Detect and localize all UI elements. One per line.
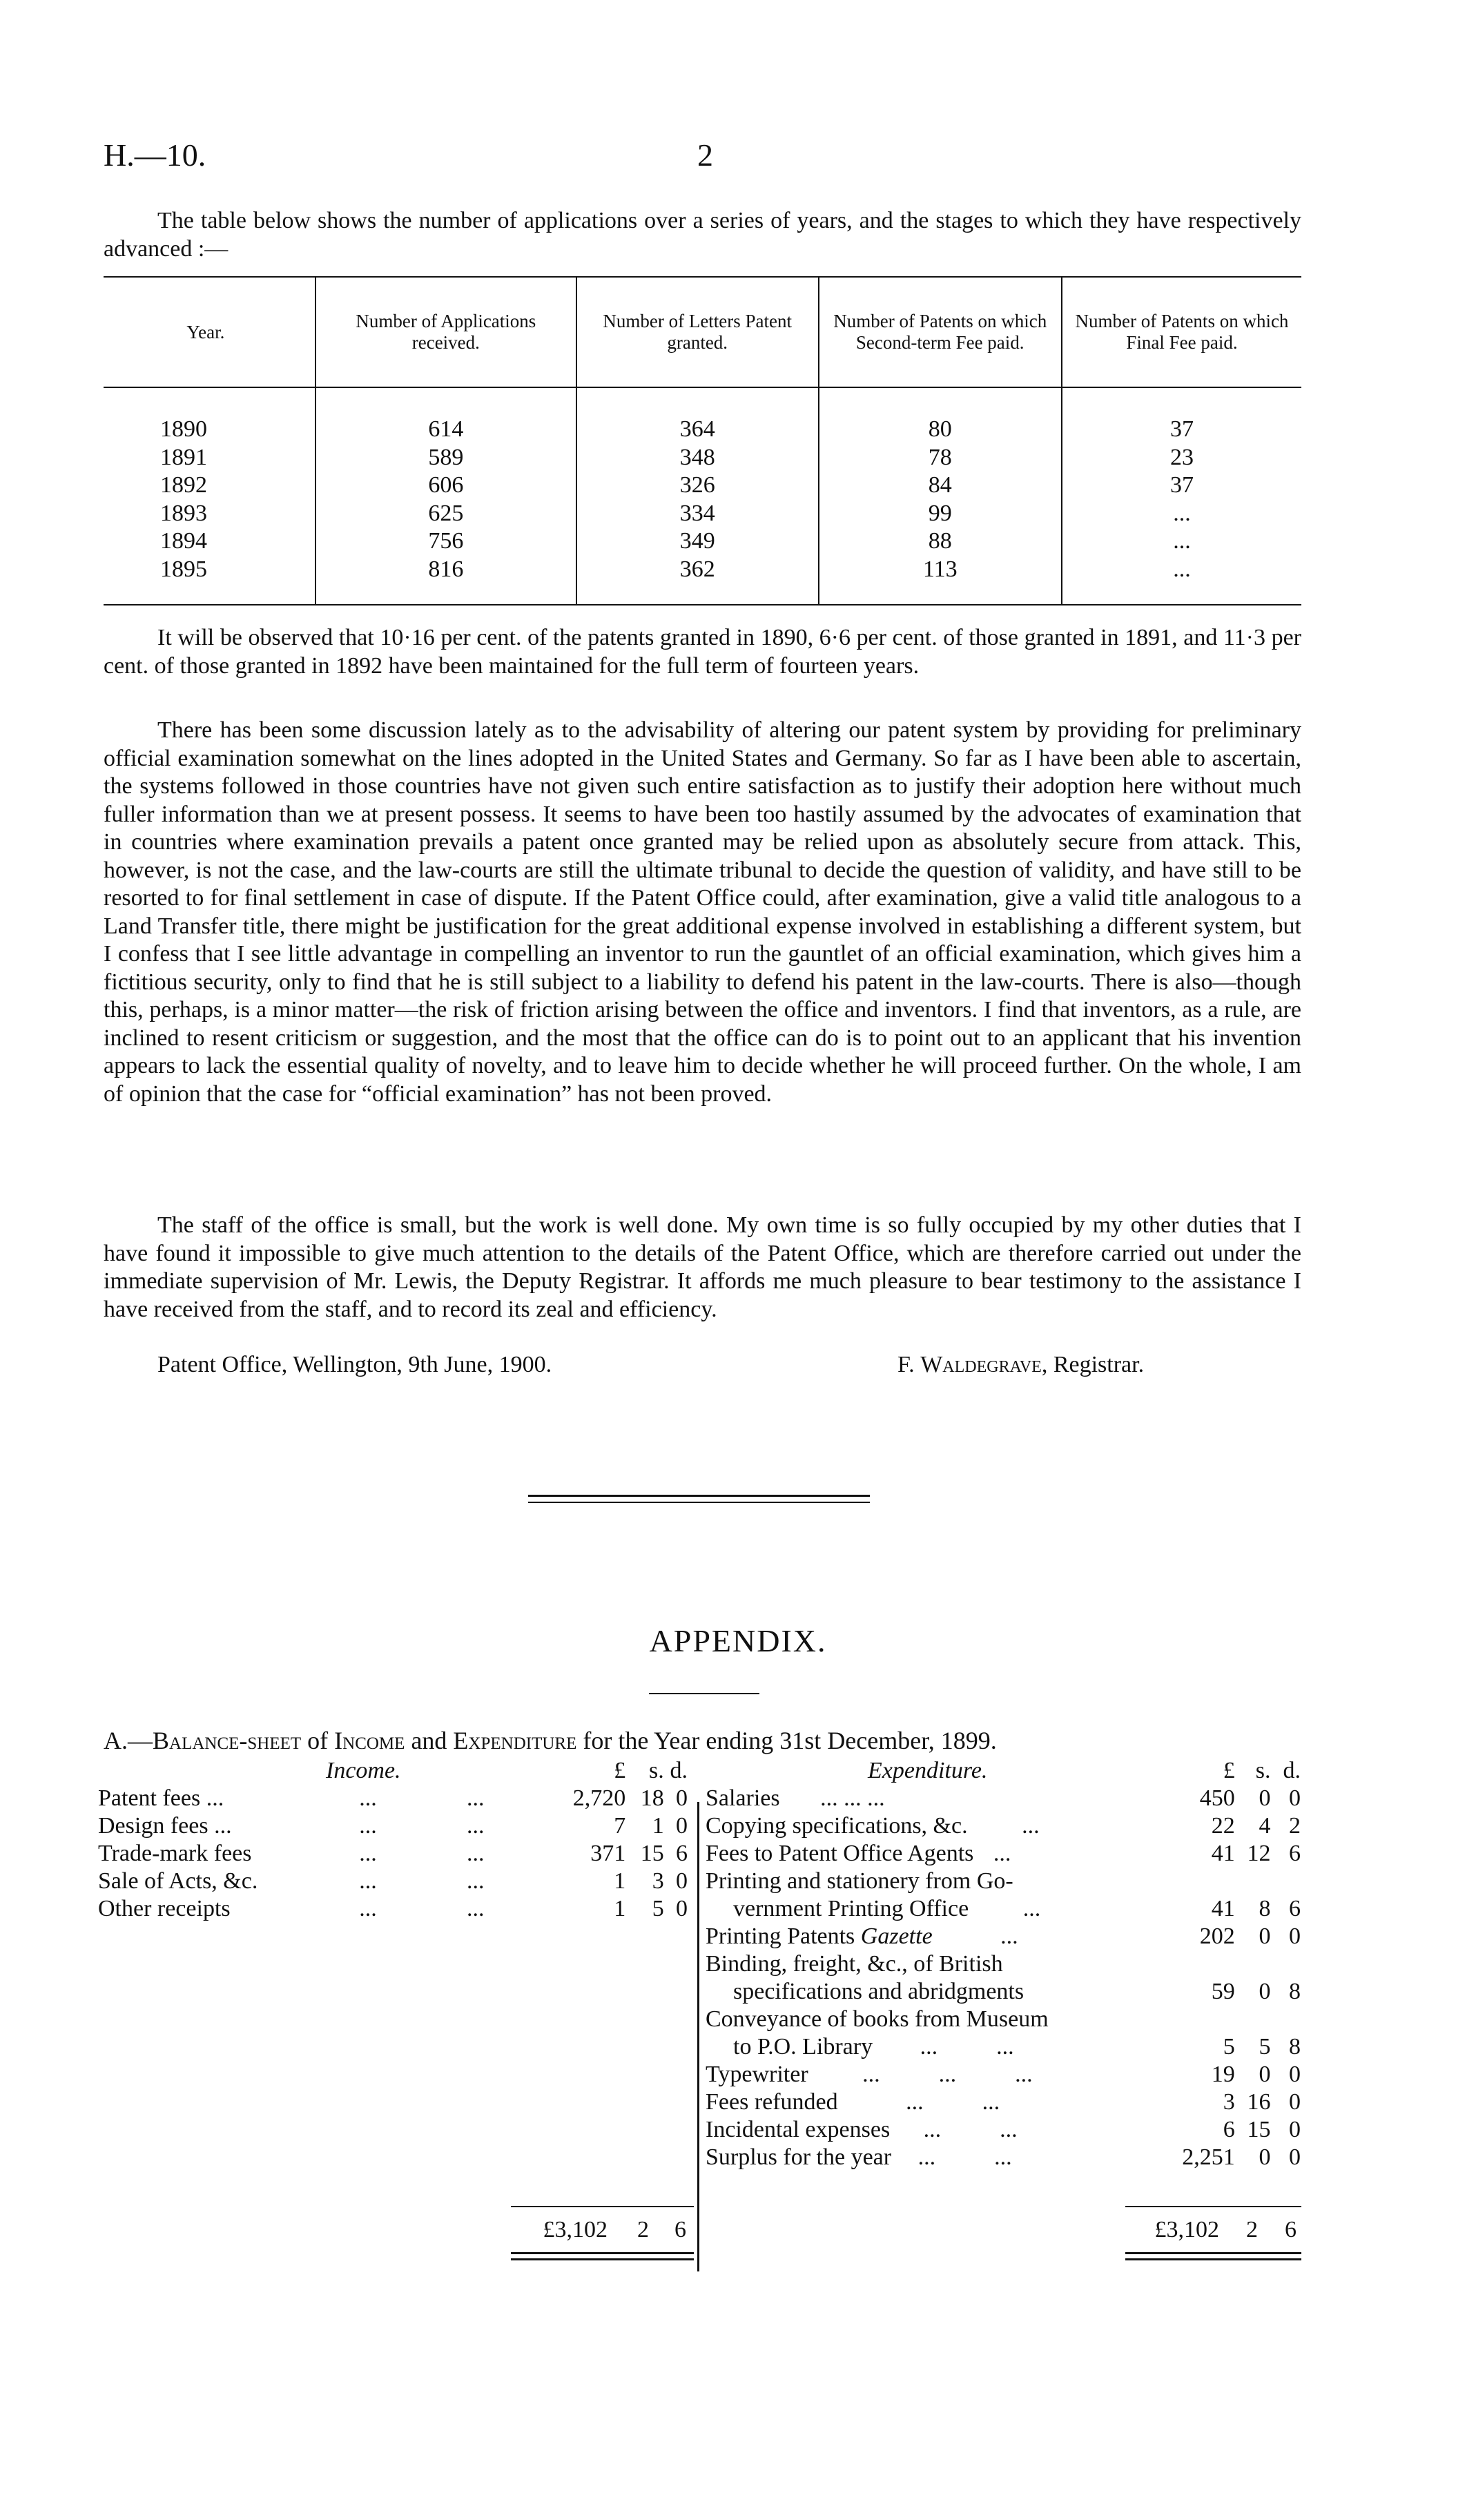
expenditure-pounds: 2,251 — [1182, 2144, 1235, 2170]
cell-final-fee: 23 — [1062, 444, 1301, 472]
document-code: H.—10. — [104, 137, 206, 173]
cell-letters-patent: 349 — [576, 527, 819, 556]
expenditure-row — [706, 1895, 1301, 1923]
expenditure-label-italic: Gazette — [860, 1923, 933, 1949]
expenditure-label: Typewriter — [706, 2062, 808, 2087]
expenditure-label-line2: specifications and abridgments — [733, 1979, 1025, 2004]
cell-final-fee: ... — [1062, 500, 1301, 528]
signature — [897, 1351, 1144, 1379]
income-total-rule-bottom-2 — [511, 2258, 694, 2260]
cell-second-term-fee: 99 — [819, 500, 1062, 528]
cell-second-term-fee: 88 — [819, 527, 1062, 556]
cell-second-term-fee: 80 — [819, 387, 1062, 444]
income-pounds: 1 — [614, 1896, 626, 1921]
pence-header: d. — [670, 1758, 688, 1783]
income-label: Patent fees — [98, 1785, 201, 1811]
expenditure-pence: 8 — [1289, 1979, 1301, 2004]
table-row — [104, 444, 1301, 472]
expenditure-label-line1: Binding, freight, &c., of British — [706, 1951, 1003, 1977]
expenditure-label: Incidental expenses — [706, 2117, 891, 2142]
expenditure-row — [706, 2116, 1301, 2144]
cell-year: 1892 — [160, 472, 207, 498]
expenditure-total-rule-bottom-2 — [1125, 2258, 1301, 2260]
income-table — [98, 1757, 693, 1923]
expenditure-pounds: 202 — [1199, 1923, 1235, 1949]
expenditure-shillings: 5 — [1259, 2034, 1271, 2059]
column-divider — [697, 1802, 699, 2271]
cell-final-fee: 37 — [1062, 387, 1301, 444]
income-row — [98, 1785, 693, 1812]
cell-applications: 606 — [315, 472, 576, 500]
leader-dots: ... ... ... — [862, 2062, 1033, 2087]
expenditure-label: Fees refunded — [706, 2089, 838, 2115]
expenditure-total-rule-top — [1125, 2206, 1301, 2207]
table-row — [104, 387, 1301, 444]
intro-paragraph: The table below shows the number of applications over a series of years, and the stages to which they have respectively advanced :— — [104, 208, 1301, 262]
bs-title-word-expenditure: Expenditure — [453, 1727, 577, 1754]
expenditure-shillings: 15 — [1247, 2117, 1271, 2142]
discussion-paragraph: There has been some discussion lately as to the advisability of altering our patent system by providing for preliminary official examination somewhat on the lines adopted in the United States and Germany. So far as I have been able to ascertain, the systems followed in those countries have not given such entire satisfaction as to justify their adoption here without much fuller information than we at present possess. It seems to have been too hastily assumed by the advocates of examination that in countries where examination prevails a patent once granted may be relied upon as absolutely secure from attack. This, however, is not the case, and the law-courts are still the ultimate tribunal to decide the question of validity, and have still to be resorted to for final settlement in case of dispute. If the Patent Office could, after examination, give a valid title analogous to a Land Transfer title, there might be justification for the great additional expense involved in establishing a different system, but I confess that I see little advantage in compelling an inventor to run the gauntlet of an official examination, which gives him a fictitious security, only to find that he is still subject to a liability to defend his patent in the law-courts. There is also—though this, perhaps, is a minor matter—the risk of friction arising between the office and inventors. I find that inventors, as a rule, are inclined to resent criticism or suggestion, and the most that the office can do is to point out to an applicant that his invention appears to lack the essential quality of novelty, and to leave him to decide whether he will proceed further. On the whole, I am of opinion that the case for “official examination” has not been proved. — [104, 717, 1301, 1107]
column-header-letters-patent: Number of Letters Patent granted. — [576, 277, 819, 387]
expenditure-row — [706, 2061, 1301, 2088]
column-header-applications: Number of Applications received. — [315, 277, 576, 387]
expenditure-row — [706, 1868, 1301, 1895]
expenditure-pence: 0 — [1289, 2144, 1301, 2170]
income-total-shillings: 2 — [637, 2217, 649, 2242]
section-divider-top — [528, 1495, 870, 1497]
expenditure-total-pounds: £3,102 — [1154, 2217, 1219, 2242]
cell-year: 1895 — [104, 556, 315, 605]
column-header-final-fee: Number of Patents on which Final Fee paid. — [1062, 277, 1301, 387]
cell-applications: 625 — [315, 500, 576, 528]
cell-year: 1891 — [160, 444, 207, 470]
expenditure-shillings: 0 — [1259, 1785, 1271, 1811]
leader-dots: ... — [359, 1896, 377, 1921]
leader-dots: ... — [359, 1813, 377, 1839]
expenditure-row — [706, 2006, 1301, 2033]
expenditure-row — [706, 1840, 1301, 1868]
cell-applications: 614 — [315, 387, 576, 444]
expenditure-total — [1128, 2216, 1301, 2244]
cell-applications: 589 — [315, 444, 576, 472]
leader-dots: ... — [993, 1841, 1011, 1866]
income-row — [98, 1840, 693, 1868]
bs-title-and: and — [405, 1727, 454, 1754]
expenditure-pence: 0 — [1289, 1785, 1301, 1811]
expenditure-row — [706, 2144, 1301, 2171]
expenditure-pounds: 5 — [1223, 2034, 1235, 2059]
income-pounds: 1 — [614, 1868, 626, 1894]
income-pence: 6 — [676, 1841, 688, 1866]
income-pence: 0 — [676, 1868, 688, 1894]
expenditure-pence: 0 — [1289, 2062, 1301, 2087]
expenditure-pounds: 41 — [1211, 1841, 1235, 1866]
expenditure-label: Copying specifications, &c. — [706, 1813, 968, 1839]
leader-dots: ... — [359, 1868, 377, 1894]
expenditure-label: Fees to Patent Office Agents — [706, 1841, 974, 1866]
cell-applications: 756 — [315, 527, 576, 556]
income-shillings: 18 — [640, 1785, 664, 1811]
leader-dots: ... ... — [923, 2117, 1018, 2142]
cell-letters-patent: 362 — [576, 556, 819, 605]
expenditure-total-pence: 6 — [1285, 2217, 1297, 2242]
applications-table — [104, 276, 1301, 605]
expenditure-pounds: 59 — [1211, 1979, 1235, 2004]
income-label: Design fees — [98, 1813, 208, 1839]
leader-dots: ... — [214, 1813, 232, 1839]
table-row — [104, 472, 1301, 500]
income-header-row — [98, 1757, 693, 1785]
signature-initial: F. — [897, 1352, 915, 1377]
cell-letters-patent: 348 — [576, 444, 819, 472]
expenditure-pounds: 3 — [1223, 2089, 1235, 2115]
income-heading: Income. — [326, 1758, 401, 1783]
expenditure-row — [706, 2088, 1301, 2116]
expenditure-row — [706, 1785, 1301, 1812]
expenditure-label-line1: Printing and stationery from Go- — [706, 1868, 1013, 1894]
income-pence: 0 — [676, 1896, 688, 1921]
income-pounds: 371 — [590, 1841, 626, 1866]
leader-dots: ... — [359, 1785, 377, 1811]
leader-dots: ... ... ... — [820, 1785, 885, 1811]
leader-dots: ... — [1022, 1813, 1040, 1839]
column-header-second-term-fee: Number of Patents on which Second-term Fee paid. — [819, 277, 1062, 387]
balance-sheet-title — [104, 1726, 997, 1755]
income-total-rule-bottom — [511, 2252, 694, 2254]
cell-final-fee: 37 — [1062, 472, 1301, 500]
bs-title-prefix: A.— — [104, 1727, 153, 1754]
cell-letters-patent: 326 — [576, 472, 819, 500]
expenditure-row — [706, 1812, 1301, 1840]
expenditure-label: Salaries — [706, 1785, 780, 1811]
table-header-row — [104, 277, 1301, 387]
bs-title-word-income: Income — [334, 1727, 405, 1754]
leader-dots: ... — [466, 1813, 485, 1839]
table-row — [104, 556, 1301, 605]
income-pence: 0 — [676, 1813, 688, 1839]
cell-year: 1890 — [160, 416, 207, 442]
leader-dots: ... ... — [920, 2034, 1014, 2059]
income-label: Sale of Acts, &c. — [98, 1868, 258, 1894]
shillings-header: s. — [1255, 1758, 1271, 1783]
income-shillings: 5 — [652, 1896, 664, 1921]
expenditure-label-line1: Conveyance of books from Museum — [706, 2006, 1049, 2032]
expenditure-label: Surplus for the year — [706, 2144, 892, 2170]
leader-dots: ... — [359, 1841, 377, 1866]
income-total — [519, 2216, 693, 2244]
income-row — [98, 1812, 693, 1840]
income-pounds: 2,720 — [572, 1785, 626, 1811]
expenditure-pounds: 19 — [1211, 2062, 1235, 2087]
signature-name: Waldegrave — [920, 1352, 1042, 1377]
bs-title-of: of — [301, 1727, 335, 1754]
expenditure-total-shillings: 2 — [1246, 2217, 1258, 2242]
expenditure-row — [706, 2033, 1301, 2061]
observation-paragraph: It will be observed that 10·16 per cent. of the patents granted in 1890, 6·6 per cent. of those granted in 1891, and 11·3 per cent. of those granted in 1892 have been maintained for the full term of fourteen years. — [104, 625, 1301, 679]
income-total-pence: 6 — [674, 2217, 686, 2242]
income-shillings: 15 — [640, 1841, 664, 1866]
appendix-title: APPENDIX. — [649, 1623, 827, 1658]
pence-header: d. — [1283, 1758, 1301, 1783]
expenditure-pounds: 450 — [1199, 1785, 1235, 1811]
cell-applications: 816 — [315, 556, 576, 605]
expenditure-pounds: 6 — [1223, 2117, 1235, 2142]
pounds-header: £ — [1223, 1758, 1235, 1783]
expenditure-shillings: 0 — [1259, 1979, 1271, 2004]
expenditure-label-line2: to P.O. Library — [733, 2034, 873, 2059]
pounds-header: £ — [614, 1758, 626, 1783]
cell-letters-patent: 364 — [576, 387, 819, 444]
leader-dots: ... — [206, 1785, 224, 1811]
income-label: Other receipts — [98, 1896, 231, 1921]
expenditure-shillings: 0 — [1259, 2144, 1271, 2170]
cell-year: 1893 — [160, 500, 207, 526]
expenditure-shillings: 0 — [1259, 2062, 1271, 2087]
shillings-header: s. — [649, 1758, 664, 1783]
leader-dots: ... — [466, 1896, 485, 1921]
section-divider-bottom — [528, 1502, 870, 1503]
expenditure-row — [706, 1950, 1301, 1978]
income-pounds: 7 — [614, 1813, 626, 1839]
leader-dots: ... — [1022, 1896, 1041, 1921]
cell-second-term-fee: 84 — [819, 472, 1062, 500]
page-number: 2 — [697, 137, 713, 173]
expenditure-row — [706, 1923, 1301, 1950]
expenditure-pence: 0 — [1289, 2089, 1301, 2115]
expenditure-row — [706, 1978, 1301, 2006]
leader-dots: ... — [466, 1841, 485, 1866]
income-row — [98, 1868, 693, 1895]
expenditure-table — [706, 1757, 1301, 2171]
expenditure-total-rule-bottom — [1125, 2252, 1301, 2254]
cell-letters-patent: 334 — [576, 500, 819, 528]
table-row — [104, 527, 1301, 556]
bs-title-rest: for the Year ending 31st December, 1899. — [576, 1727, 997, 1754]
table-row — [104, 500, 1301, 528]
leader-dots: ... ... — [917, 2144, 1012, 2170]
signoff-place-date: Patent Office, Wellington, 9th June, 1900. — [157, 1352, 552, 1377]
expenditure-pence: 8 — [1289, 2034, 1301, 2059]
expenditure-pence: 0 — [1289, 2117, 1301, 2142]
expenditure-shillings: 12 — [1247, 1841, 1271, 1866]
expenditure-pence: 6 — [1289, 1841, 1301, 1866]
cell-second-term-fee: 78 — [819, 444, 1062, 472]
cell-final-fee: ... — [1062, 527, 1301, 556]
column-header-year: Year. — [104, 277, 315, 387]
staff-paragraph: The staff of the office is small, but the work is well done. My own time is so fully occupied by my other duties that I have found it impossible to give much attention to the details of the Patent Office, which are therefore carried out under the immediate supervision of Mr. Lewis, the Deputy Registrar. It affords me much pleasure to bear testimony to the assistance I have received from the staff, and to record its zeal and efficiency. — [104, 1212, 1301, 1322]
leader-dots: ... — [466, 1785, 485, 1811]
expenditure-pounds: 41 — [1211, 1896, 1235, 1921]
expenditure-label: Printing Patents — [706, 1923, 855, 1949]
income-shillings: 1 — [652, 1813, 664, 1839]
expenditure-pence: 6 — [1289, 1896, 1301, 1921]
income-total-rule-top — [511, 2206, 694, 2207]
appendix-underline — [649, 1693, 759, 1694]
expenditure-heading: Expenditure. — [868, 1758, 988, 1783]
expenditure-shillings: 16 — [1247, 2089, 1271, 2115]
cell-year: 1894 — [160, 528, 207, 554]
cell-final-fee: ... — [1062, 556, 1301, 605]
leader-dots: ... — [466, 1868, 485, 1894]
expenditure-shillings: 0 — [1259, 1923, 1271, 1949]
bs-title-word-balance: Balance-sheet — [153, 1727, 302, 1754]
expenditure-label-line2: vernment Printing Office — [733, 1896, 969, 1921]
income-pence: 0 — [676, 1785, 688, 1811]
expenditure-shillings: 8 — [1259, 1896, 1271, 1921]
expenditure-header-row — [706, 1757, 1301, 1785]
signature-title: , Registrar. — [1041, 1352, 1145, 1377]
income-label: Trade-mark fees — [98, 1841, 252, 1866]
expenditure-pounds: 22 — [1211, 1813, 1235, 1839]
expenditure-pence: 0 — [1289, 1923, 1301, 1949]
leader-dots: ... ... — [906, 2089, 1000, 2115]
income-total-pounds: £3,102 — [543, 2217, 608, 2242]
cell-second-term-fee: 113 — [819, 556, 1062, 605]
expenditure-pence: 2 — [1289, 1813, 1301, 1839]
expenditure-shillings: 4 — [1259, 1813, 1271, 1839]
leader-dots: ... — [1000, 1923, 1018, 1949]
income-row — [98, 1895, 693, 1923]
income-shillings: 3 — [652, 1868, 664, 1894]
